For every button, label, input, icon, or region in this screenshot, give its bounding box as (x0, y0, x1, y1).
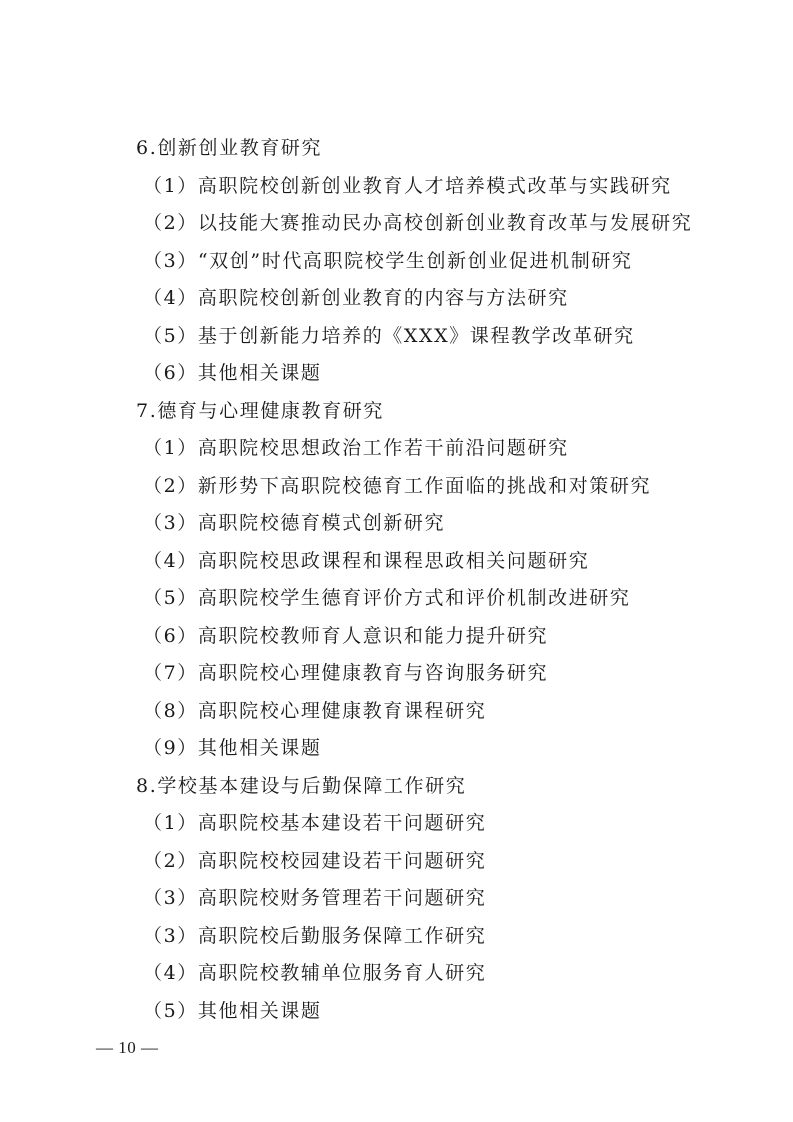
section-heading: 6.创新创业教育研究 (136, 137, 323, 159)
list-item: （6）高职院校教师育人意识和能力提升研究 (143, 624, 549, 647)
list-item: （1）高职院校创新创业教育人才培养模式改革与实践研究 (143, 174, 672, 197)
list-item: （6）其他相关课题 (143, 362, 322, 384)
list-item: （3）高职院校德育模式创新研究 (143, 512, 446, 534)
list-item: （2）以技能大赛推动民办高校创新创业教育改革与发展研究 (143, 212, 693, 234)
page-number: — 10 — (96, 1038, 159, 1057)
list-item: （9）其他相关课题 (143, 737, 322, 759)
list-item: （1）高职院校基本建设若干问题研究 (143, 812, 487, 834)
list-item: （4）高职院校创新创业教育的内容与方法研究 (143, 287, 569, 309)
list-item: （2）新形势下高职院校德育工作面临的挑战和对策研究 (143, 474, 652, 497)
list-item: （4）高职院校思政课程和课程思政相关问题研究 (143, 549, 590, 572)
section-heading: 7.德育与心理健康教育研究 (136, 399, 384, 422)
list-item: （3）“双创”时代高职院校学生创新创业促进机制研究 (143, 249, 633, 272)
section-heading: 8.学校基本建设与后勤保障工作研究 (136, 774, 467, 797)
list-item: （4）高职院校教辅单位服务育人研究 (143, 962, 487, 984)
list-item: （5）基于创新能力培养的《XXX》课程教学改革研究 (143, 324, 635, 347)
list-item: （3）高职院校财务管理若干问题研究 (143, 887, 487, 909)
topic-list (0, 130, 793, 1030)
list-item: （2）高职院校校园建设若干问题研究 (143, 849, 487, 872)
list-item: （1）高职院校思想政治工作若干前沿问题研究 (143, 437, 569, 459)
list-item: （3）高职院校后勤服务保障工作研究 (143, 924, 487, 947)
list-item: （5）高职院校学生德育评价方式和评价机制改进研究 (143, 587, 631, 609)
list-item: （7）高职院校心理健康教育与咨询服务研究 (143, 662, 549, 684)
list-item: （5）其他相关课题 (143, 999, 322, 1022)
list-item: （8）高职院校心理健康教育课程研究 (143, 699, 487, 722)
